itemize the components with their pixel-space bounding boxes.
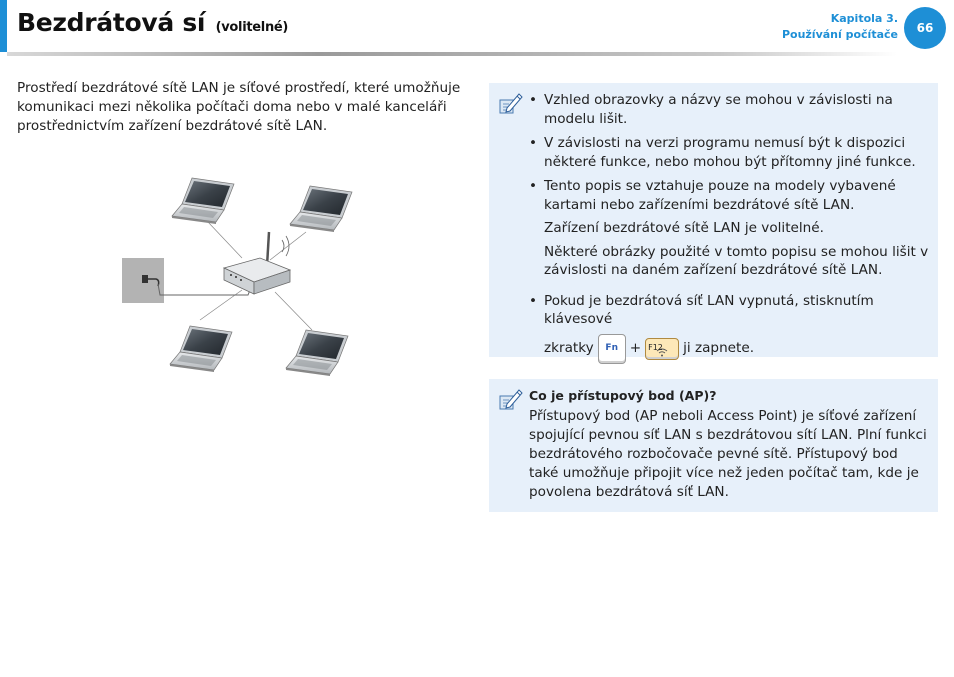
list-item <box>529 134 931 171</box>
list-item <box>529 177 931 280</box>
page-number-badge <box>904 7 946 49</box>
chapter-name: Používání počítače <box>781 28 898 41</box>
ap-note-title: Co je přístupový bod (AP)? <box>529 388 717 403</box>
list-item <box>529 292 931 364</box>
list-item <box>529 91 931 128</box>
note-text: • Vzhled obrazovky a názvy se mohou v závislosti na modelu lišit. <box>544 92 893 127</box>
intro-paragraph: Prostředí bezdrátové sítě LAN je síťové prostředí, které umožňuje komunikaci mezi několika počítači doma nebo v malé kanceláři prostřednictvím zařízení bezdrátové sítě LAN. <box>17 80 461 134</box>
page-title <box>17 8 288 37</box>
page-title-suffix: (volitelné) <box>215 20 289 35</box>
shortcut-suffix: ji zapnete. <box>683 340 755 357</box>
note-pencil-icon <box>497 91 523 115</box>
ap-note-text: Přístupový bod (AP neboli Access Point) je síťové zařízení spojující pevnou síť LAN s bezdrátovou sítí LAN. Plní funkci bezdrátového rozbočovače pevné sítě. Přístupový bod také umožňuje připojit více než jeden počítač tam, kde je povolena bezdrátová síť LAN. <box>529 408 927 500</box>
laptop-icon <box>290 186 352 232</box>
laptop-icon <box>170 326 232 372</box>
fn-key-icon <box>598 334 626 364</box>
chapter-label <box>782 11 898 43</box>
access-point-icon <box>224 232 290 294</box>
page-title-main: Bezdrátová sí <box>17 8 206 37</box>
f12-key-icon <box>645 338 679 360</box>
note-pencil-icon <box>497 387 523 411</box>
header-rule <box>7 52 897 56</box>
note-text: Zařízení bezdrátové sítě LAN je volitelné. <box>544 220 824 236</box>
f12-key-label: F12 <box>648 342 663 352</box>
access-point-note <box>489 379 938 512</box>
shortcut-plus: + <box>629 340 642 357</box>
ap-note-content <box>529 386 931 502</box>
shortcut-prefix: zkratky <box>544 340 594 357</box>
note-text: • V závislosti na verzi programu nemusí být k dispozici některé funkce, nebo mohou být přítomny jiné funkce. <box>544 135 916 170</box>
fn-key-label: Fn <box>605 343 618 354</box>
chapter-number: Kapitola 3. <box>830 12 898 25</box>
laptop-icon <box>286 330 348 376</box>
note-text: • Tento popis se vztahuje pouze na modely vybavené kartami nebo zařízeními bezdrátové sítě LAN. <box>544 178 896 213</box>
notes-list <box>529 91 931 370</box>
note-text: • Pokud je bezdrátová síť LAN vypnutá, stisknutím klávesové <box>544 292 874 327</box>
keyboard-shortcut <box>544 334 931 364</box>
note-text: Některé obrázky použité v tomto popisu se mohou lišit v závislosti na daném zařízení bezdrátové sítě LAN. <box>544 243 929 278</box>
header-accent-bar <box>0 0 7 52</box>
wireless-network-diagram <box>120 170 360 385</box>
page-number: 66 <box>916 21 934 35</box>
notes-box <box>489 83 938 357</box>
laptop-icon <box>172 178 234 224</box>
